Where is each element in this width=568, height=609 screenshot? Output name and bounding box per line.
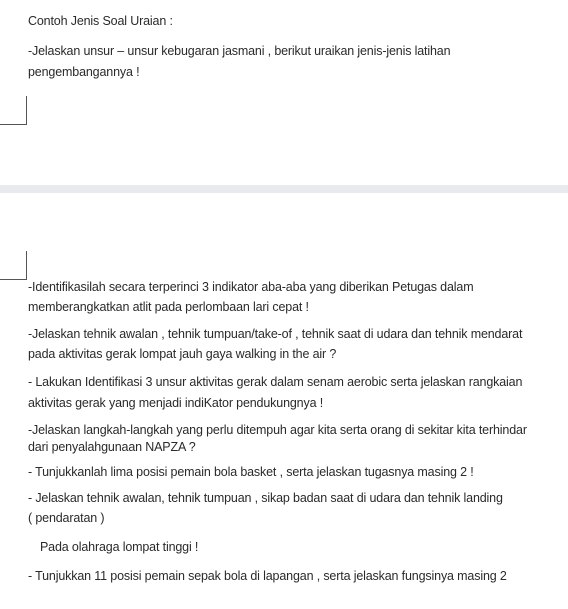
page-separator	[0, 185, 568, 193]
question-1-line-1: -Jelaskan unsur – unsur kebugaran jasmani , berikut uraikan jenis-jenis latihan	[28, 44, 451, 58]
page-margin-corner-mark	[0, 251, 27, 280]
question-2-line-1: -Identifikasilah secara terperinci 3 indikator aba-aba yang diberikan Petugas dalam	[28, 280, 474, 294]
question-5-line-2: dari penyalahgunaan NAPZA ?	[28, 440, 196, 454]
question-8-line-1: - Tunjukkan 11 posisi pemain sepak bola di lapangan , serta jelaskan fungsinya masing 2	[28, 569, 507, 583]
document-heading: Contoh Jenis Soal Uraian :	[28, 14, 173, 28]
question-7-line-1: - Jelaskan tehnik awalan, tehnik tumpuan , sikap badan saat di udara dan tehnik landing	[28, 491, 503, 505]
document-page-1	[0, 0, 568, 185]
question-6-line-1: - Tunjukkanlah lima posisi pemain bola basket , serta jelaskan tugasnya masing 2 !	[28, 465, 474, 479]
question-7-line-3: Pada olahraga lompat tinggi !	[40, 540, 199, 554]
question-3-line-2: pada aktivitas gerak lompat jauh gaya walking in the air ?	[28, 347, 337, 361]
question-4-line-1: - Lakukan Identifikasi 3 unsur aktivitas gerak dalam senam aerobic serta jelaskan rangkaian	[28, 375, 523, 389]
question-4-line-2: aktivitas gerak yang menjadi indiKator pendukungnya !	[28, 396, 324, 410]
question-5-line-1: -Jelaskan langkah-langkah yang perlu ditempuh agar kita serta orang di sekitar kita terhindar	[28, 423, 527, 437]
question-7-line-2: ( pendaratan )	[28, 511, 105, 525]
question-2-line-2: memberangkatkan atlit pada perlombaan lari cepat !	[28, 300, 309, 314]
question-1-line-2: pengembangannya !	[28, 65, 140, 79]
page-margin-corner-mark	[0, 96, 27, 125]
question-3-line-1: -Jelaskan tehnik awalan , tehnik tumpuan/take-of , tehnik saat di udara dan tehnik mendarat	[28, 327, 523, 341]
